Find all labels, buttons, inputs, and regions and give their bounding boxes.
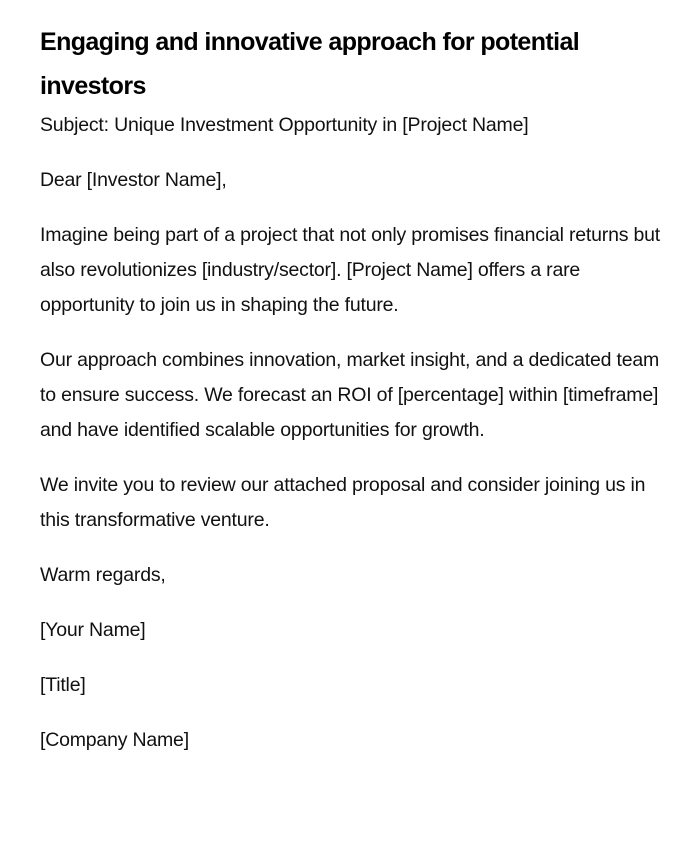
salutation: Dear [Investor Name], (40, 169, 227, 191)
subject-line: Subject: Unique Investment Opportunity in [Project Name] (40, 114, 529, 136)
body-paragraph-approach: Our approach combines innovation, market insight, and a dedicated team to ensure success. We forecast an ROI of [percentage] within [timeframe] and have identified scalable opportunities for growth. (40, 349, 660, 441)
body-paragraph-invitation: We invite you to review our attached proposal and consider joining us in this transformative venture. (40, 474, 646, 531)
body-paragraph-intro: Imagine being part of a project that not only promises financial returns but also revolutionizes [industry/sector]. [Project Name] offers a rare opportunity to join us in shaping the future. (40, 224, 660, 316)
signature-name: [Your Name] (40, 619, 146, 641)
signature-title: [Title] (40, 674, 86, 696)
closing: Warm regards, (40, 564, 166, 586)
signature-company: [Company Name] (40, 729, 189, 751)
document-title: Engaging and innovative approach for potential investors (40, 28, 580, 100)
